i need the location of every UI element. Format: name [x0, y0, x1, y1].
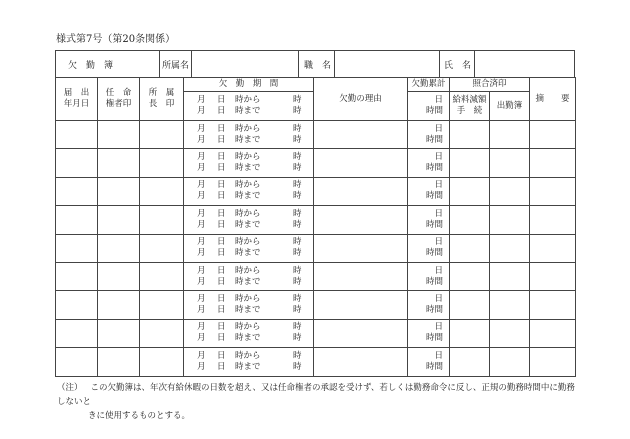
salary-procedure-cell[interactable]	[450, 291, 490, 319]
remarks-cell[interactable]	[530, 149, 576, 177]
table-row	[56, 206, 576, 234]
reason-cell[interactable]	[314, 348, 408, 376]
period-cell[interactable]: 月 日 時から 時 月 日 時まで 時	[184, 262, 314, 290]
attendance-cell[interactable]	[490, 291, 530, 319]
post-field[interactable]	[337, 51, 437, 77]
cumulative-cell[interactable]: 日 時間	[408, 234, 450, 262]
table-row	[56, 319, 576, 347]
salary-procedure-cell[interactable]	[450, 206, 490, 234]
period-cell[interactable]: 月 日 時から 時 月 日 時まで 時	[184, 234, 314, 262]
attendance-cell[interactable]	[490, 206, 530, 234]
head-seal-cell[interactable]	[140, 177, 184, 205]
remarks-cell[interactable]	[530, 234, 576, 262]
post-label: 職 名	[304, 60, 332, 71]
reason-cell[interactable]	[314, 319, 408, 347]
remarks-cell[interactable]	[530, 206, 576, 234]
dept-field[interactable]	[194, 51, 298, 77]
reason-cell[interactable]	[314, 206, 408, 234]
remarks-cell[interactable]	[530, 319, 576, 347]
attendance-cell[interactable]	[490, 234, 530, 262]
head-seal-cell[interactable]	[140, 149, 184, 177]
name-field[interactable]	[477, 51, 572, 77]
report-date-cell[interactable]	[56, 348, 98, 376]
cumulative-cell[interactable]: 日 時間	[408, 206, 450, 234]
remarks-cell[interactable]	[530, 121, 576, 149]
salary-procedure-cell[interactable]	[450, 262, 490, 290]
report-date-cell[interactable]	[56, 291, 98, 319]
table-row	[56, 149, 576, 177]
attendance-cell[interactable]	[490, 121, 530, 149]
cumulative-cell[interactable]: 日 時間	[408, 149, 450, 177]
col-appointer-seal: 任 命 権者印	[98, 78, 140, 121]
appointer-seal-cell[interactable]	[98, 262, 140, 290]
table-row	[56, 262, 576, 290]
cumulative-cell[interactable]: 日 時間	[408, 348, 450, 376]
cumulative-cell[interactable]: 日 時間	[408, 177, 450, 205]
cumulative-subheader: 日 時間	[408, 92, 450, 121]
cumulative-cell[interactable]: 日 時間	[408, 121, 450, 149]
col-attendance: 出勤簿	[490, 92, 530, 121]
period-cell[interactable]: 月 日 時から 時 月 日 時まで 時	[184, 206, 314, 234]
head-seal-cell[interactable]	[140, 262, 184, 290]
table-row	[56, 234, 576, 262]
report-date-cell[interactable]	[56, 206, 98, 234]
table-row	[56, 121, 576, 149]
appointer-seal-cell[interactable]	[98, 319, 140, 347]
head-seal-cell[interactable]	[140, 291, 184, 319]
remarks-cell[interactable]	[530, 262, 576, 290]
report-date-cell[interactable]	[56, 149, 98, 177]
report-date-cell[interactable]	[56, 234, 98, 262]
salary-procedure-cell[interactable]	[450, 319, 490, 347]
head-seal-cell[interactable]	[140, 319, 184, 347]
col-remarks: 摘 要	[530, 78, 576, 121]
reason-cell[interactable]	[314, 291, 408, 319]
attendance-cell[interactable]	[490, 319, 530, 347]
cumulative-cell[interactable]: 日 時間	[408, 291, 450, 319]
cumulative-cell[interactable]: 日 時間	[408, 262, 450, 290]
remarks-cell[interactable]	[530, 291, 576, 319]
salary-procedure-cell[interactable]	[450, 234, 490, 262]
col-reason: 欠勤の理由	[314, 78, 408, 121]
col-check-seal: 照合済印	[450, 78, 530, 92]
attendance-cell[interactable]	[490, 348, 530, 376]
appointer-seal-cell[interactable]	[98, 177, 140, 205]
appointer-seal-cell[interactable]	[98, 206, 140, 234]
reason-cell[interactable]	[314, 262, 408, 290]
report-date-cell[interactable]	[56, 319, 98, 347]
period-cell[interactable]: 月 日 時から 時 月 日 時まで 時	[184, 121, 314, 149]
appointer-seal-cell[interactable]	[98, 234, 140, 262]
head-seal-cell[interactable]	[140, 234, 184, 262]
period-cell[interactable]: 月 日 時から 時 月 日 時まで 時	[184, 319, 314, 347]
report-date-cell[interactable]	[56, 177, 98, 205]
remarks-cell[interactable]	[530, 348, 576, 376]
remarks-cell[interactable]	[530, 177, 576, 205]
salary-procedure-cell[interactable]	[450, 121, 490, 149]
period-cell[interactable]: 月 日 時から 時 月 日 時まで 時	[184, 149, 314, 177]
appointer-seal-cell[interactable]	[98, 291, 140, 319]
head-seal-cell[interactable]	[140, 121, 184, 149]
name-label: 氏 名	[444, 60, 472, 71]
attendance-cell[interactable]	[490, 177, 530, 205]
absence-table	[55, 77, 576, 377]
col-report-date: 届 出 年月日	[56, 78, 98, 121]
report-date-cell[interactable]	[56, 262, 98, 290]
cumulative-cell[interactable]: 日 時間	[408, 319, 450, 347]
dept-label: 所属名	[162, 60, 190, 71]
table-row	[56, 177, 576, 205]
col-salary-procedure: 給料減額 手 続	[450, 92, 490, 121]
form-title: 様式第7号（第20条関係）	[56, 34, 176, 45]
period-subheader: 月 日 時から 時 月 日 時まで 時	[184, 92, 314, 121]
appointer-seal-cell[interactable]	[98, 149, 140, 177]
col-period: 欠 勤 期 間	[184, 78, 314, 92]
appointer-seal-cell[interactable]	[98, 121, 140, 149]
reason-cell[interactable]	[314, 177, 408, 205]
salary-procedure-cell[interactable]	[450, 177, 490, 205]
head-seal-cell[interactable]	[140, 348, 184, 376]
period-cell[interactable]: 月 日 時から 時 月 日 時まで 時	[184, 291, 314, 319]
report-date-cell[interactable]	[56, 121, 98, 149]
register-title: 欠 勤 簿	[68, 60, 114, 71]
salary-procedure-cell[interactable]	[450, 348, 490, 376]
reason-cell[interactable]	[314, 121, 408, 149]
table-row	[56, 348, 576, 376]
attendance-cell[interactable]	[490, 149, 530, 177]
reason-cell[interactable]	[314, 149, 408, 177]
head-seal-cell[interactable]	[140, 206, 184, 234]
period-cell[interactable]: 月 日 時から 時 月 日 時まで 時	[184, 348, 314, 376]
col-cumulative: 欠勤累計	[408, 78, 450, 92]
salary-procedure-cell[interactable]	[450, 149, 490, 177]
appointer-seal-cell[interactable]	[98, 348, 140, 376]
col-head-seal: 所 属 長 印	[140, 78, 184, 121]
reason-cell[interactable]	[314, 234, 408, 262]
footnote: （注） この欠勤簿は、年次有給休暇の日数を超え、又は任命権者の承認を受けず、若しくは勤務命令に反し、正規の勤務時間中に勤務しないと きに使用するものとする。	[57, 383, 575, 421]
table-row	[56, 291, 576, 319]
header-band	[55, 50, 575, 78]
attendance-cell[interactable]	[490, 262, 530, 290]
period-cell[interactable]: 月 日 時から 時 月 日 時まで 時	[184, 177, 314, 205]
